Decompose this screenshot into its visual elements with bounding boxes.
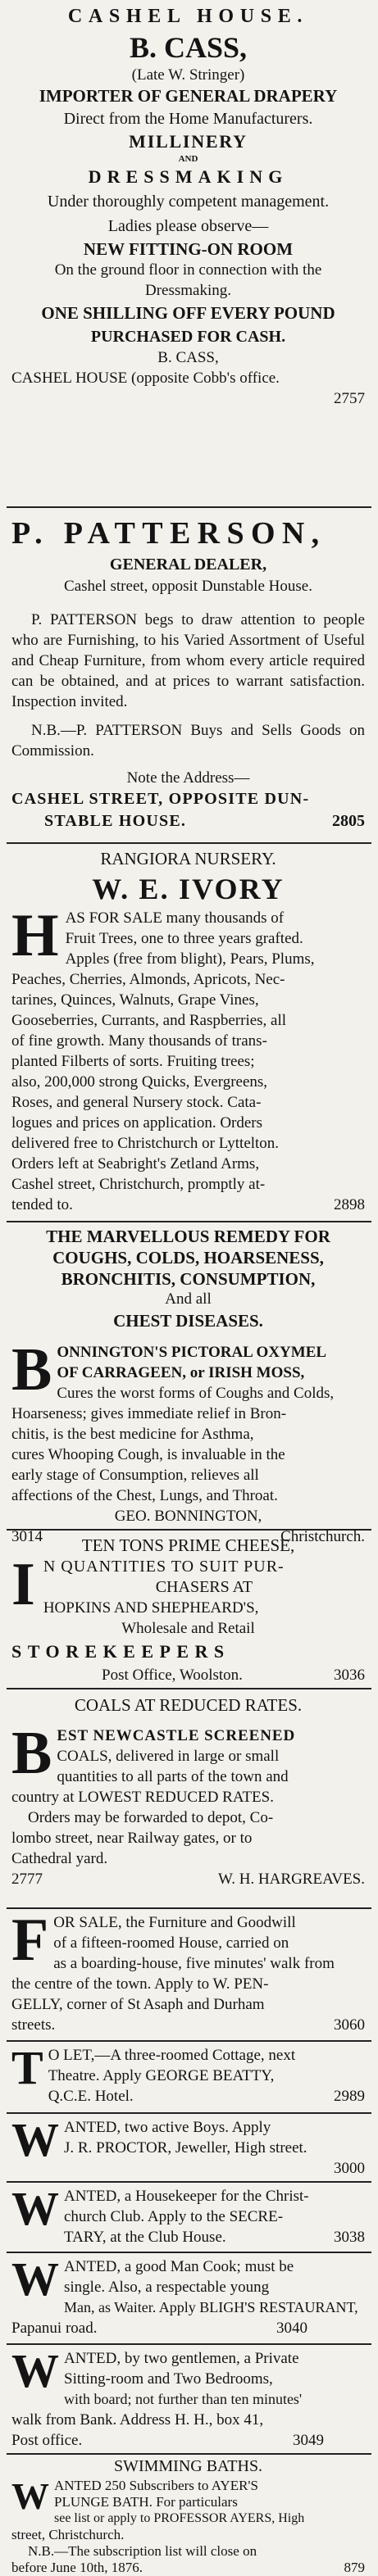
ad-cashel-house [0,3,378,409]
text-line: Theatre. Apply GEORGE BEATTY, [48,2067,275,2084]
column-rule [7,1688,371,1689]
ad-coals [0,1693,378,1889]
text-line: see list or apply to PROFESSOR AYERS, High [54,2511,305,2525]
patterson-body: P. PATTERSON begs to draw attention to people who are Furnishing, to his Varied Assortment of Useful and Cheap Furniture, from whom every article required can be obtained, and at prices to warrant satisfaction. Inspection invited. [11,611,365,710]
drop-cap: H [11,902,59,969]
cashel-dress-dept: Dressmaking. [144,282,231,299]
swim-header: SWIMMING BATHS. [113,2457,263,2475]
text-line: quantities to all parts of the town and [57,1768,289,1785]
ad-number: 3014 [11,1528,43,1545]
text-line: ANTED, two active Boys. Apply [64,2119,271,2136]
text-line: AS FOR SALE many thousands of [65,909,285,927]
patterson-line2: STABLE HOUSE. [44,812,187,830]
text-line: ANTED 250 Subscribers to AYER'S [54,2478,258,2493]
text-line: country at LOWEST REDUCED RATES. [11,1789,274,1806]
drop-cap: I [11,1551,35,1618]
cashel-millinery: MILLINERY [129,131,248,152]
text-line: EST NEWCASTLE SCREENED [57,1727,296,1744]
cashel-and: AND [178,154,198,164]
drop-cap: W [11,2182,59,2235]
drop-cap: W [11,2113,59,2166]
cashel-ladies: Ladies please observe— [107,217,269,235]
patterson-line1: CASHEL STREET, OPPOSITE DUN- [11,790,310,808]
ad-number: 3036 [334,1667,365,1684]
ad-wanted-rooms [0,2344,378,2451]
ad-number: 2757 [334,390,365,407]
text-line: GELLY, corner of St Asaph and Durham [11,1996,265,2013]
ad-patterson [0,513,378,832]
text-line: STOREKEEPERS [11,1641,230,1662]
ad-number: 3000 [334,2160,365,2177]
cashel-direct: Direct from the Home Manufacturers. [63,110,313,128]
cashel-fitting: NEW FITTING-ON ROOM [83,239,294,259]
text-line: affections of the Chest, Lungs, and Throat. [11,1487,278,1504]
text-line: cures Whooping Cough, is invaluable in the [11,1446,285,1463]
drop-cap: F [11,1907,49,1974]
text-line: planted Filberts of sorts. Fruiting trees; [11,1053,255,1070]
coals-sig: W. H. HARGREAVES. [218,1871,365,1888]
column-rule [7,2343,371,2345]
ad-rangiora-nursery [0,847,378,1215]
cashel-importer: IMPORTER OF GENERAL DRAPERY [39,86,338,106]
ad-number: 2777 [11,1871,43,1888]
ad-wanted-man-cook [0,2252,378,2338]
cashel-shilling: ONE SHILLING OFF EVERY POUND [41,303,335,323]
rangiora-name: W. E. IVORY [92,873,285,905]
remedy-heading-2: COUGHS, COLDS, HOARSENESS, [52,1248,324,1268]
text-line: TARY, at the Club House. [64,2229,226,2246]
cashel-header: CASHEL HOUSE. [67,6,309,27]
coals-header: COALS AT REDUCED RATES. [74,1695,303,1715]
text-line: ANTED, a Housekeeper for the Christ- [64,2188,309,2205]
text-line: of fine growth. Many thousands of trans- [11,1032,267,1050]
text-line: with board; not further than ten minutes' [64,2391,303,2407]
remedy-heading-1: THE MARVELLOUS REMEDY FOR [46,1227,330,1246]
text-line: tended to. [11,1196,73,1213]
patterson-address: Cashel street, opposit Dunstable House. [64,578,312,595]
ad-wanted-boys [0,2113,378,2179]
text-line: church Club. Apply to the SECRE- [64,2208,284,2225]
cashel-name: B. CASS, [129,31,248,64]
text-line: Post Office, Woolston. [102,1667,243,1684]
drop-cap: W [11,2252,59,2306]
column-rule [7,2252,371,2253]
text-line: Sitting-room and Two Bedrooms, [64,2370,273,2388]
drop-cap: B [11,1336,52,1404]
text-line: OF CARRAGEEN, or IRISH MOSS, [57,1364,305,1381]
remedy-sig: GEO. BONNINGTON, [114,1508,262,1525]
column-rule [7,1907,371,1909]
text-line: Cures the worst forms of Coughs and Colds, [57,1385,335,1402]
text-line: Peaches, Cherries, Almonds, Apricots, Nec- [11,971,285,988]
rangiora-header: RANGIORA NURSERY. [100,849,276,868]
text-line: O LET,—A three-roomed Cottage, next [48,2047,296,2064]
text-line: HOPKINS AND SHEPHEARD'S, [43,1599,259,1617]
drop-cap: B [11,1720,52,1787]
ad-number: 3038 [334,2229,365,2246]
remedy-heading-5: CHEST DISEASES. [113,1311,263,1331]
patterson-dealer: GENERAL DEALER, [109,556,267,574]
ad-bonnington-remedy [0,1226,378,1547]
ad-number: 2805 [332,812,365,830]
column-rule [7,506,371,508]
remedy-heading-3: BRONCHITIS, CONSUMPTION, [61,1269,316,1289]
text-line: J. R. PROCTOR, Jeweller, High street. [64,2139,307,2156]
text-line: Q.C.E. Hotel. [48,2088,134,2105]
text-line: the centre of the town. Apply to W. PEN- [11,1975,269,1993]
column-rule [7,842,371,844]
ad-number: 3049 [293,2432,324,2449]
cashel-address: CASHEL HOUSE (opposite Cobb's office. [11,370,280,387]
text-line: Fruit Trees, one to three years grafted. [65,930,303,947]
cheese-heading: TEN TONS PRIME CHEESE, [81,1535,295,1555]
column-rule [7,2181,371,2183]
text-line: chitis, is the best medicine for Asthma, [11,1426,254,1443]
cashel-late: (Late W. Stringer) [131,66,245,84]
text-line: lombo street, near Railway gates, or to [11,1830,253,1847]
patterson-note: Note the Address— [126,769,250,787]
ad-number: 2898 [334,1196,365,1213]
cashel-dressmaking: DRESSMAKING [88,166,289,187]
ad-number: 879 [344,2560,365,2575]
column-rule [7,2112,371,2114]
text-line: as a boarding-house, five minutes' walk from [53,1955,335,1972]
text-line: COALS, delivered in large or small [57,1748,280,1765]
column-rule [7,2453,371,2455]
text-line: tarines, Quinces, Walnuts, Grape Vines, [11,991,259,1009]
column-rule [7,1529,371,1531]
text-line: ONNINGTON'S PICTORAL OXYMEL [57,1344,327,1361]
column-rule [7,1221,371,1222]
text-line: before June 10th, 1876. [11,2560,143,2575]
text-line: Cathedral yard. [11,1850,108,1867]
text-line: Papanui road. [11,2320,98,2337]
text-line: delivered free to Christchurch or Lyttelton. [11,1135,280,1152]
text-line: Cashel street, Christchurch, promptly at- [11,1176,266,1193]
text-line: also, 200,000 strong Quicks, Evergreens, [11,1073,268,1091]
text-line: streets. [11,2016,56,2034]
drop-cap: T [11,2041,43,2094]
text-line: CHASERS AT [155,1578,253,1596]
text-line: single. Also, a respectable young [64,2279,270,2296]
text-line: Man, as Waiter. Apply BLIGH'S RESTAURANT, [64,2299,358,2315]
column-rule [7,2040,371,2042]
text-line: PLUNGE BATH. For particulars [54,2494,238,2510]
remedy-place: Christchurch. [280,1528,365,1545]
cashel-sig: B. CASS, [157,349,219,366]
drop-cap: W [11,2344,59,2397]
text-line: Post office. [11,2432,83,2449]
text-line: Roses, and general Nursery stock. Cata- [11,1094,262,1111]
ad-number: 3060 [334,2016,365,2034]
cashel-ground: On the ground floor in connection with the [54,261,322,279]
ad-number: 2989 [334,2088,365,2105]
patterson-nb: N.B.—P. PATTERSON Buys and Sells Goods on Commission. [11,722,365,760]
text-line: Hoarseness; gives immediate relief in Bron- [11,1405,287,1422]
text-line: N.B.—The subscription list will close on [28,2543,257,2559]
cashel-purchased: PURCHASED FOR CASH. [90,328,286,346]
text-line: N QUANTITIES TO SUIT PUR- [43,1558,285,1576]
patterson-header: P. PATTERSON, [11,516,326,551]
text-line: of a fifteen-roomed House, carried on [53,1934,289,1952]
text-line: ANTED, by two gentlemen, a Private [64,2350,299,2367]
text-line: Orders may be forwarded to depot, Co- [28,1809,274,1826]
text-line: Apples (free from blight), Pears, Plums, [65,950,315,968]
text-line: Wholesale and Retail [121,1620,255,1637]
cashel-under: Under thoroughly competent management. [47,193,330,211]
remedy-heading-4: And all [165,1290,212,1308]
ad-hopkins-cheese [0,1534,378,1685]
text-line: logues and prices on application. Orders [11,1114,263,1132]
drop-cap: W [11,2475,49,2517]
ad-for-sale-boarding-house [0,1907,378,2035]
ad-swimming-baths [0,2456,378,2576]
ad-number: 3040 [276,2320,307,2337]
ad-wanted-housekeeper [0,2182,378,2247]
text-line: Gooseberries, Currants, and Raspberries, all [11,1012,287,1029]
text-line: ANTED, a good Man Cook; must be [64,2258,294,2275]
text-line: street, Christchurch. [11,2527,125,2542]
text-line: OR SALE, the Furniture and Goodwill [53,1914,296,1931]
text-line: Orders left at Seabright's Zetland Arms, [11,1155,260,1172]
ad-to-let-cottage [0,2041,378,2107]
text-line: early stage of Consumption, relieves all [11,1467,259,1484]
text-line: walk from Bank. Address H. H., box 41, [11,2411,264,2429]
